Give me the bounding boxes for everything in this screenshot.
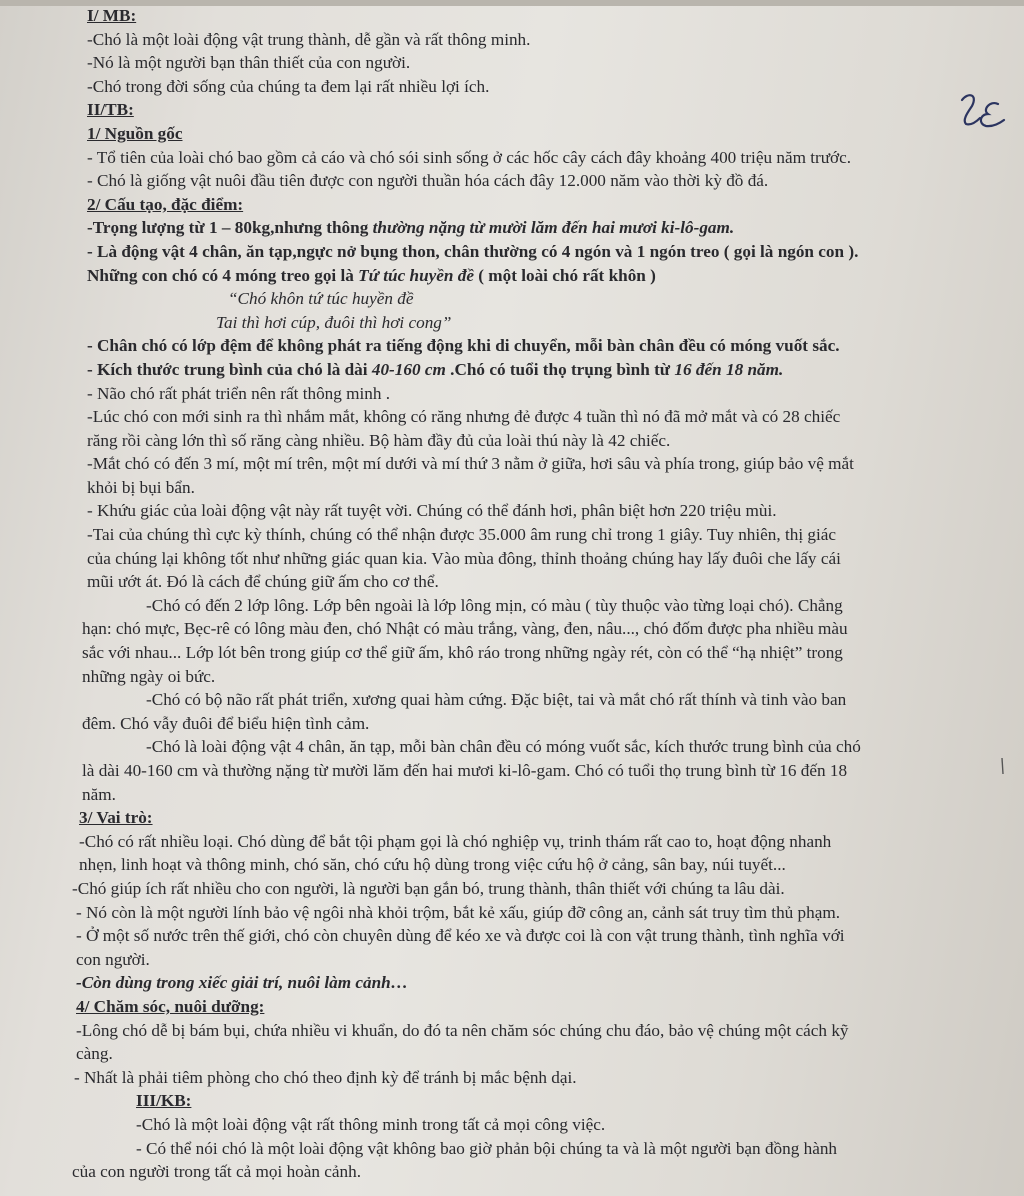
brain2-line-2: đêm. Chó vẫy đuôi để biểu hiện tình cảm. bbox=[82, 713, 370, 733]
teeth-line-2: răng rồi càng lớn thì số răng càng nhiều. Bộ hàm đầy đủ của loài thú này là 42 chiếc. bbox=[87, 430, 671, 450]
teeth-line-1: -Lúc chó con mới sinh ra thì nhắm mắt, không có răng nhưng đẻ được 4 tuần thì nó đã mở mắt và có 28 chiếc bbox=[87, 407, 841, 427]
ears-line-3: mũi ướt át. Đó là cách để chúng giữ ấm cho cơ thể. bbox=[87, 572, 439, 592]
origin-line-2: - Chó là giống vật nuôi đầu tiên được con người thuần hóa cách đây 12.000 năm vào thời kỳ đồ đá. bbox=[87, 171, 769, 191]
legs-line: - Là động vật 4 chân, ăn tạp,ngực nở bụng thon, chân thường có 4 ngón và 1 ngón treo ( gọi là ngón con ). bbox=[87, 241, 859, 261]
fur-line-2: hạn: chó mực, Bẹc-rê có lông màu đen, chó Nhật có màu trắng, vàng, đen, nâu..., chó đốm được pha nhiều màu bbox=[82, 619, 848, 639]
brain-line: - Não chó rất phát triển nên rất thông minh . bbox=[87, 383, 391, 403]
heading-kb: III/KB: bbox=[136, 1091, 192, 1111]
origin-line-1: - Tổ tiên của loài chó bao gồm cả cáo và chó sói sinh sống ở các hốc cây cách đây khoảng 400 triệu năm trước. bbox=[87, 147, 852, 167]
eyes-line-2: khỏi bị bụi bẩn. bbox=[87, 477, 195, 497]
mb-line-2: -Nó là một người bạn thân thiết của con người. bbox=[87, 53, 411, 73]
kb-line-2: - Có thể nói chó là một loài động vật không bao giờ phản bội chúng ta và là một người bạn đồng hành bbox=[136, 1138, 838, 1158]
summary-line-3: năm. bbox=[82, 784, 116, 804]
heading-mb: I/ MB: bbox=[87, 6, 137, 25]
paws-line: - Chân chó có lớp đệm để không phát ra tiếng động khi di chuyển, mỗi bàn chân đều có móng vuốt sắc. bbox=[87, 336, 840, 356]
role-line-6: con người. bbox=[76, 949, 150, 969]
role-line-2: nhẹn, linh hoạt và thông minh, chó săn, chó cứu hộ dùng trong việc cứu hộ ở cảng, sân bay, núi tuyết... bbox=[79, 855, 786, 875]
kb-line-1: -Chó là một loài động vật rất thông minh trong tất cả mọi công việc. bbox=[136, 1114, 606, 1134]
quote-line-1: “Chó khôn tứ túc huyền đề bbox=[228, 289, 414, 309]
heading-tb: II/TB: bbox=[87, 100, 134, 120]
role-line-3: -Chó giúp ích rất nhiều cho con người, là người bạn gắn bó, trung thành, thân thiết với chúng ta lâu dài. bbox=[72, 878, 785, 898]
document-body bbox=[0, 4, 1024, 1184]
size-line: - Kích thước trung bình của chó là dài 40-160 cm .Chó có tuổi thọ trụng bình từ 16 đến 18 năm. bbox=[87, 359, 784, 379]
heading-structure: 2/ Cấu tạo, đặc điểm: bbox=[87, 194, 244, 214]
fur-line-1: -Chó có đến 2 lớp lông. Lớp bên ngoài là lớp lông mịn, có màu ( tùy thuộc vào từng loại chó). Chẳng bbox=[146, 595, 843, 615]
care-line-2: càng. bbox=[76, 1044, 113, 1064]
mb-line-3: -Chó trong đời sống của chúng ta đem lại rất nhiều lợi ích. bbox=[87, 76, 490, 96]
ears-line-1: -Tai của chúng thì cực kỳ thính, chúng có thể nhận được 35.000 âm rung chỉ trong 1 giây. Tuy nhiên, thị giác bbox=[87, 525, 837, 545]
claws-line: Những con chó có 4 móng treo gọi là Tứ túc huyền đề ( một loài chó rất khôn ) bbox=[87, 265, 656, 285]
role-line-7: -Còn dùng trong xiếc giải trí, nuôi làm cảnh… bbox=[76, 973, 408, 993]
heading-care: 4/ Chăm sóc, nuôi dưỡng: bbox=[76, 996, 265, 1016]
brain2-line-1: -Chó có bộ não rất phát triển, xương quai hàm cứng. Đặc biệt, tai và mắt chó rất thính và tinh vào ban bbox=[146, 690, 847, 710]
mb-line-1: -Chó là một loài động vật trung thành, dễ gần và rất thông minh. bbox=[87, 29, 531, 49]
quote-line-2: Tai thì hơi cúp, đuôi thì hơi cong” bbox=[216, 312, 452, 332]
kb-line-3: của con người trong tất cả mọi hoàn cảnh. bbox=[72, 1162, 362, 1182]
care-line-1: -Lông chó dễ bị bám bụi, chứa nhiều vi khuẩn, do đó ta nên chăm sóc chúng chu đáo, bảo vệ chúng một cách kỹ bbox=[76, 1020, 849, 1040]
role-line-4: - Nó còn là một người lính bảo vệ ngôi nhà khỏi trộm, bắt kẻ xấu, giúp đỡ công an, cảnh sát truy tìm thủ phạm. bbox=[76, 902, 841, 922]
summary-line-2: là dài 40-160 cm và thường nặng từ mười lăm đến hai mươi ki-lô-gam. Chó có tuổi thọ trung bình từ 16 đến 18 bbox=[82, 761, 848, 780]
weight-line: -Trọng lượng từ 1 – 80kg,nhưng thông thường nặng từ mười lăm đến hai mươi ki-lô-gam. bbox=[87, 218, 735, 238]
fur-line-3: sắc với nhau... Lớp lót bên trong giúp cơ thể giữ ấm, khô ráo trong những ngày rét, còn có thể “hạ nhiệt” trong bbox=[82, 643, 843, 663]
role-line-1: -Chó có rất nhiều loại. Chó dùng để bắt tội phạm gọi là chó nghiệp vụ, trinh thám rất cao to, hoạt động nhanh bbox=[79, 831, 832, 851]
eyes-line-1: -Mắt chó có đến 3 mí, một mí trên, một mí dưới và mí thứ 3 nằm ở giữa, hơi sâu và phía trong, giúp bảo vệ mắt bbox=[87, 454, 854, 474]
summary-line-1: -Chó là loài động vật 4 chân, ăn tạp, mỗi bàn chân đều có móng vuốt sắc, kích thước trung bình của chó bbox=[146, 737, 861, 757]
fur-line-4: những ngày oi bức. bbox=[82, 666, 216, 686]
care-line-3: - Nhất là phải tiêm phòng cho chó theo định kỳ để tránh bị mắc bệnh dại. bbox=[74, 1067, 577, 1087]
role-line-5: - Ở một số nước trên thế giới, chó còn chuyên dùng để kéo xe và được coi là con vật trung thành, tình nghĩa với bbox=[76, 926, 845, 946]
ears-line-2: của chúng lại không tốt như những giác quan kia. Vào mùa đông, thỉnh thoảng chúng hay lấy đuôi che lấy cái bbox=[87, 548, 841, 568]
smell-line: - Khứu giác của loài động vật này rất tuyệt vời. Chúng có thể đánh hơi, phân biệt hơn 220 triệu mùi. bbox=[87, 501, 777, 521]
heading-origin: 1/ Nguồn gốc bbox=[87, 123, 183, 143]
heading-role: 3/ Vai trò: bbox=[79, 808, 153, 828]
